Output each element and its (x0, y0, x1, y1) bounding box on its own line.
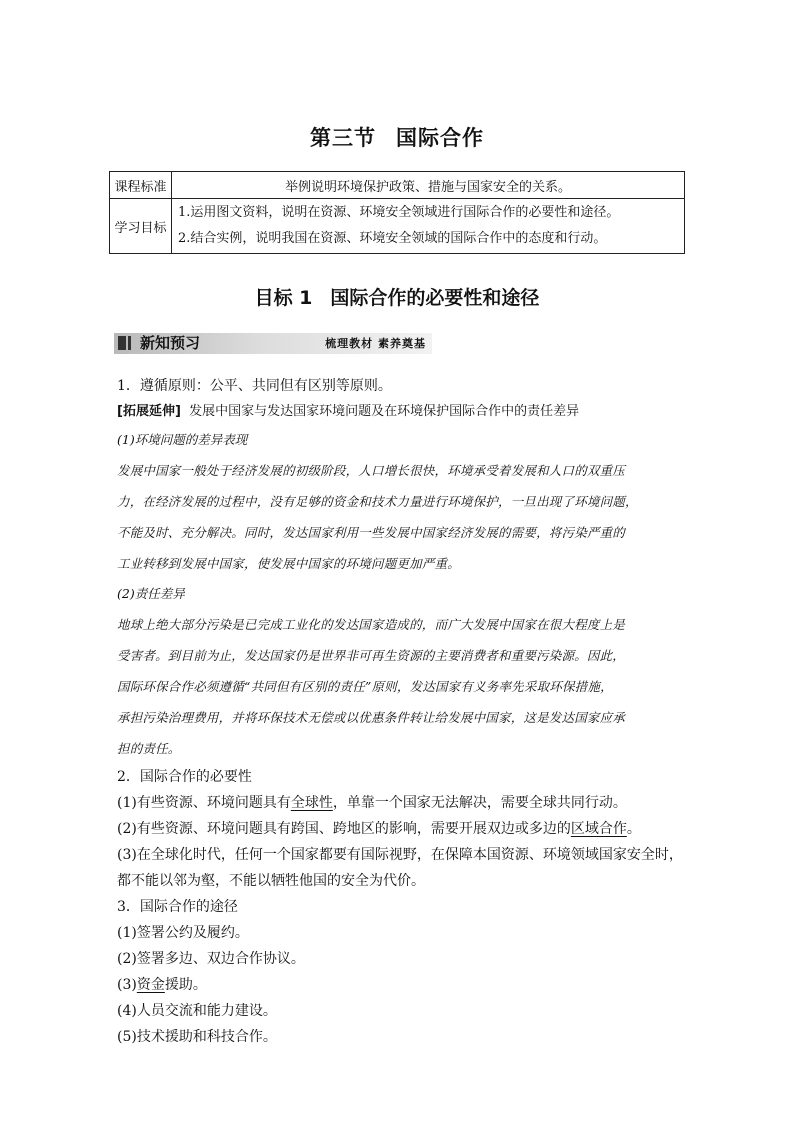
extension-paragraph-line: 发展中国家一般处于经济发展的初级阶段，人口增长很快，环境承受着发展和人口的双重压 (117, 463, 626, 478)
keyword-funding: 资金 (136, 977, 165, 993)
learning-goal-item: 2.结合实例，说明我国在资源、环境安全领域的国际合作中的态度和行动。 (178, 231, 607, 246)
learning-goal-item: 1.运用图文资料，说明在资源、环境安全领域进行国际合作的必要性和途径。 (178, 205, 620, 220)
extension-paragraph-line: 受害者。到目前为止，发达国家仍是世界非可再生资源的主要消费者和重要污染源。因此， (117, 648, 626, 663)
necessity-heading: 2．国际合作的必要性 (117, 769, 252, 785)
section-number: 第三节 (310, 126, 376, 150)
extension-tag: [拓展延伸] (117, 404, 181, 419)
principle-item: 1．遵循原则：公平、共同但有区别等原则。 (117, 378, 392, 394)
extension-paragraph-line: 地球上绝大部分污染是已完成工业化的发达国家造成的，而广大发展中国家在很大程度上是 (117, 617, 626, 632)
extension-subheading: (1)环境问题的差异表现 (117, 432, 248, 447)
approach-item: (4)人员交流和能力建设。 (117, 1003, 277, 1019)
keyword-global: 全球性 (290, 795, 333, 811)
extension-paragraph-line: 不能及时、充分解决。同时，发达国家利用一些发展中国家经济发展的需要，将污染严重的 (117, 525, 626, 540)
book-icon (118, 336, 131, 350)
extension-subheading: (2)责任差异 (117, 586, 185, 601)
text-span: (3) (117, 977, 137, 993)
learning-goals-text (172, 199, 685, 254)
preview-subtitle: 梳理教材 素养奠基 (325, 337, 426, 350)
necessity-item (117, 816, 687, 842)
extension-heading (117, 399, 687, 425)
approaches-heading: 3．国际合作的途径 (117, 899, 238, 915)
section-title (0, 122, 794, 152)
approach-item: (5)技术援助和科技合作。 (117, 1029, 277, 1045)
text-span: 援助。 (164, 977, 207, 993)
approach-item: (1)签署公约及履约。 (117, 925, 249, 941)
preview-section-bar (114, 333, 432, 354)
extension-paragraph-line: 国际环保合作必须遵循“共同但有区别的责任”原则，发达国家有义务率先采取环保措施， (117, 679, 613, 694)
goal-text: 国际合作的必要性和途径 (330, 287, 540, 309)
approach-item (117, 972, 687, 998)
necessity-item: (3)在全球化时代，任何一个国家都要有国际视野，在保障本国资源、环境领域国家安全时， (117, 847, 683, 863)
extension-paragraph-line: 承担污染治理费用，并将环保技术无偿或以优惠条件转让给发展中国家，这是发达国家应承 (117, 710, 626, 725)
text-span: (2)有些资源、环境问题具有跨国、跨地区的影响，需要开展双边或多边的 (117, 821, 571, 837)
extension-paragraph-line: 担的责任。 (117, 741, 181, 756)
extension-paragraph-line: 工业转移到发展中国家，使发展中国家的环境问题更加严重。 (117, 556, 460, 571)
text-span: 。 (626, 821, 641, 837)
text-span: (1)有些资源、环境问题具有 (117, 795, 291, 811)
extension-title: 发展中国家与发达国家环境问题及在环境保护国际合作中的责任差异 (189, 404, 580, 419)
curriculum-standard-label: 课程标准 (110, 172, 172, 199)
necessity-item-cont: 都不能以邻为壑，不能以牺牲他国的安全为代价。 (117, 873, 425, 889)
learning-goals-row (110, 199, 685, 254)
preview-title: 新知预习 (140, 334, 201, 352)
section-name: 国际合作 (396, 126, 484, 150)
goal-label: 目标 1 (254, 287, 313, 309)
approach-item: (2)签署多边、双边合作协议。 (117, 951, 305, 967)
learning-goals-label: 学习目标 (110, 199, 172, 254)
keyword-regional: 区域合作 (570, 821, 627, 837)
curriculum-standard-text: 举例说明环境保护政策、措施与国家安全的关系。 (172, 172, 685, 199)
preview-content (117, 373, 687, 1050)
necessity-item (117, 790, 687, 816)
curriculum-table (109, 171, 685, 254)
text-span: ，单靠一个国家无法解决，需要全球共同行动。 (332, 795, 627, 811)
goal-heading (0, 283, 794, 310)
curriculum-standard-row (110, 172, 685, 199)
extension-paragraph-line: 力，在经济发展的过程中，没有足够的资金和技术力量进行环境保护，一旦出现了环境问题， (117, 494, 638, 509)
